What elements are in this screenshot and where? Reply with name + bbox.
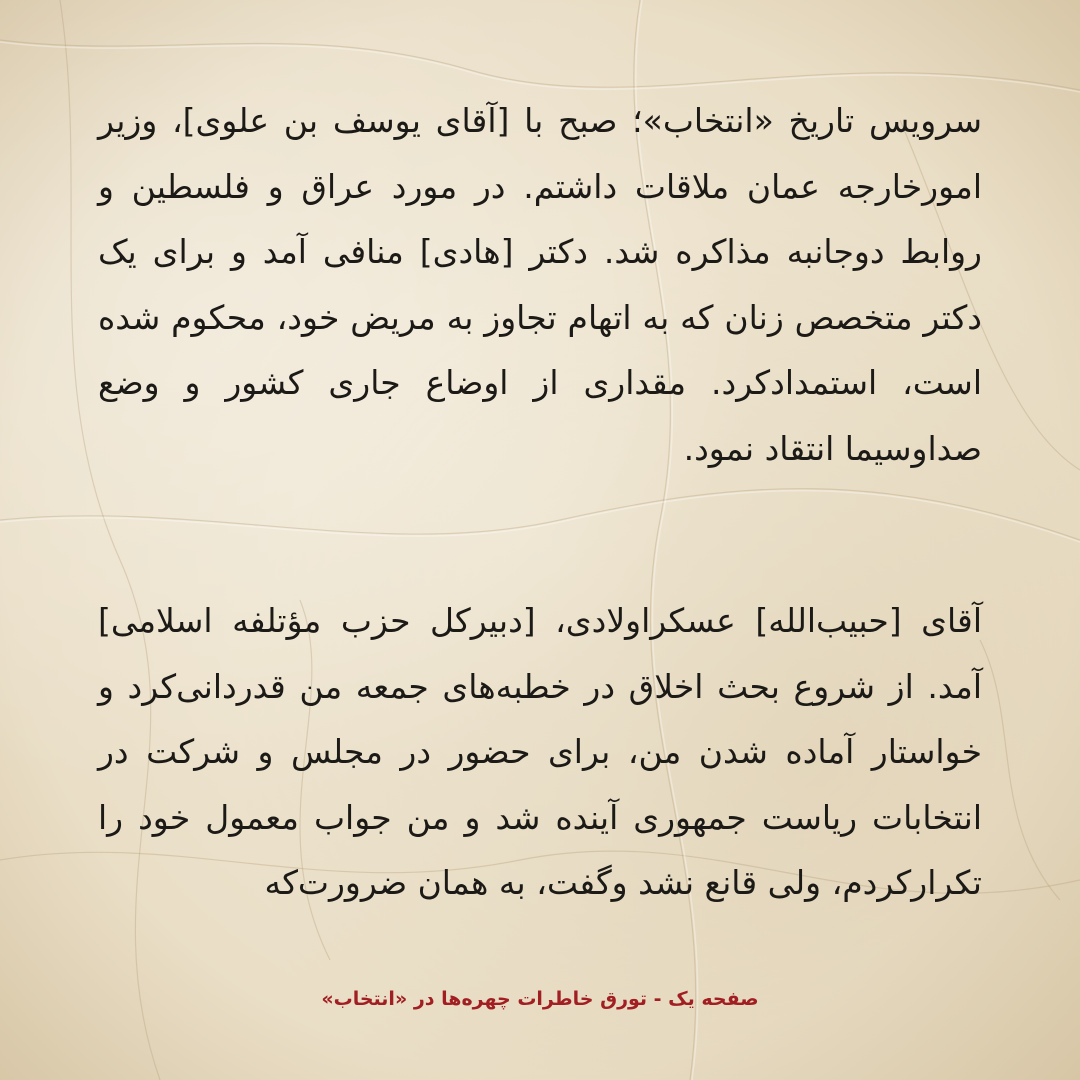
memoir-paragraph-1: سرویس تاریخ «انتخاب»؛ صبح با [آقای یوسف بن علوی]، وزیر امورخارجه عمان ملاقات داشتم. در مورد عراق و فلسطین و روابط دوجانبه مذاکره شد. دکتر [هادی] منافی آمد و برای یک دکتر متخصص زنان که به اتهام تجاوز به مریض خود، محکوم شده است، استمدادکرد. مقداری از اوضاع جاری کشور و وضع صداوسیما انتقاد نمود. <box>98 101 982 468</box>
memoir-paragraph-2: آقای [حبیب‌الله] عسکراولادی، [دبیرکل حزب مؤتلفه اسلامی] آمد. از شروع بحث اخلاق در خطبه‌های جمعه من قدردانی‌کرد و خواستار آماده شدن من، برای حضور در مجلس و شرکت در انتخابات ریاست جمهوری آینده شد و من جواب معمول خود را تکرارکردم، ولی قانع نشد وگفت، به همان ضرورت‌که <box>98 601 982 902</box>
page-footer-caption: صفحه یک - تورق خاطرات چهره‌ها در «انتخاب» <box>321 988 759 1010</box>
